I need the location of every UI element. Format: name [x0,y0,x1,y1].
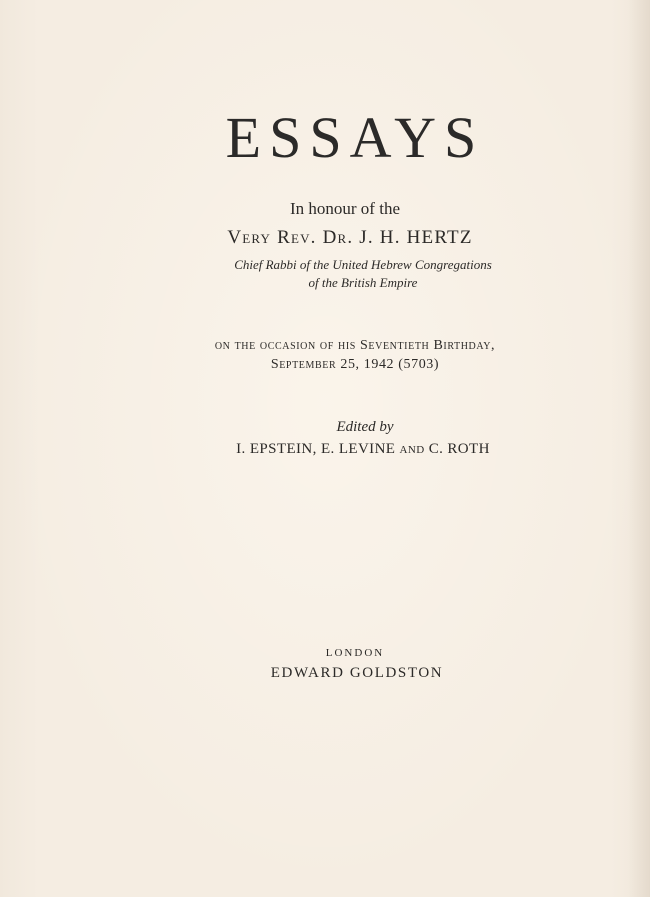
honoree-position-line-1: Chief Rabbi of the United Hebrew Congregations [234,257,492,272]
publisher-name: EDWARD GOLDSTON [270,665,444,681]
occasion-line: on the occasion of his Seventieth Birthday, [214,338,496,353]
honoree-position-line-2: of the British Empire [308,275,418,290]
editors-names: I. EPSTEIN, E. LEVINE and C. ROTH [236,441,490,457]
edited-by-label: Edited by [336,419,394,435]
honour-line: In honour of the [289,199,400,218]
publication-place: LONDON [325,647,385,659]
honoree-name: Very Rev. Dr. J. H. HERTZ [227,227,473,248]
date-line: September 25, 1942 (5703) [270,357,440,372]
book-title: ESSAYS [225,105,485,170]
